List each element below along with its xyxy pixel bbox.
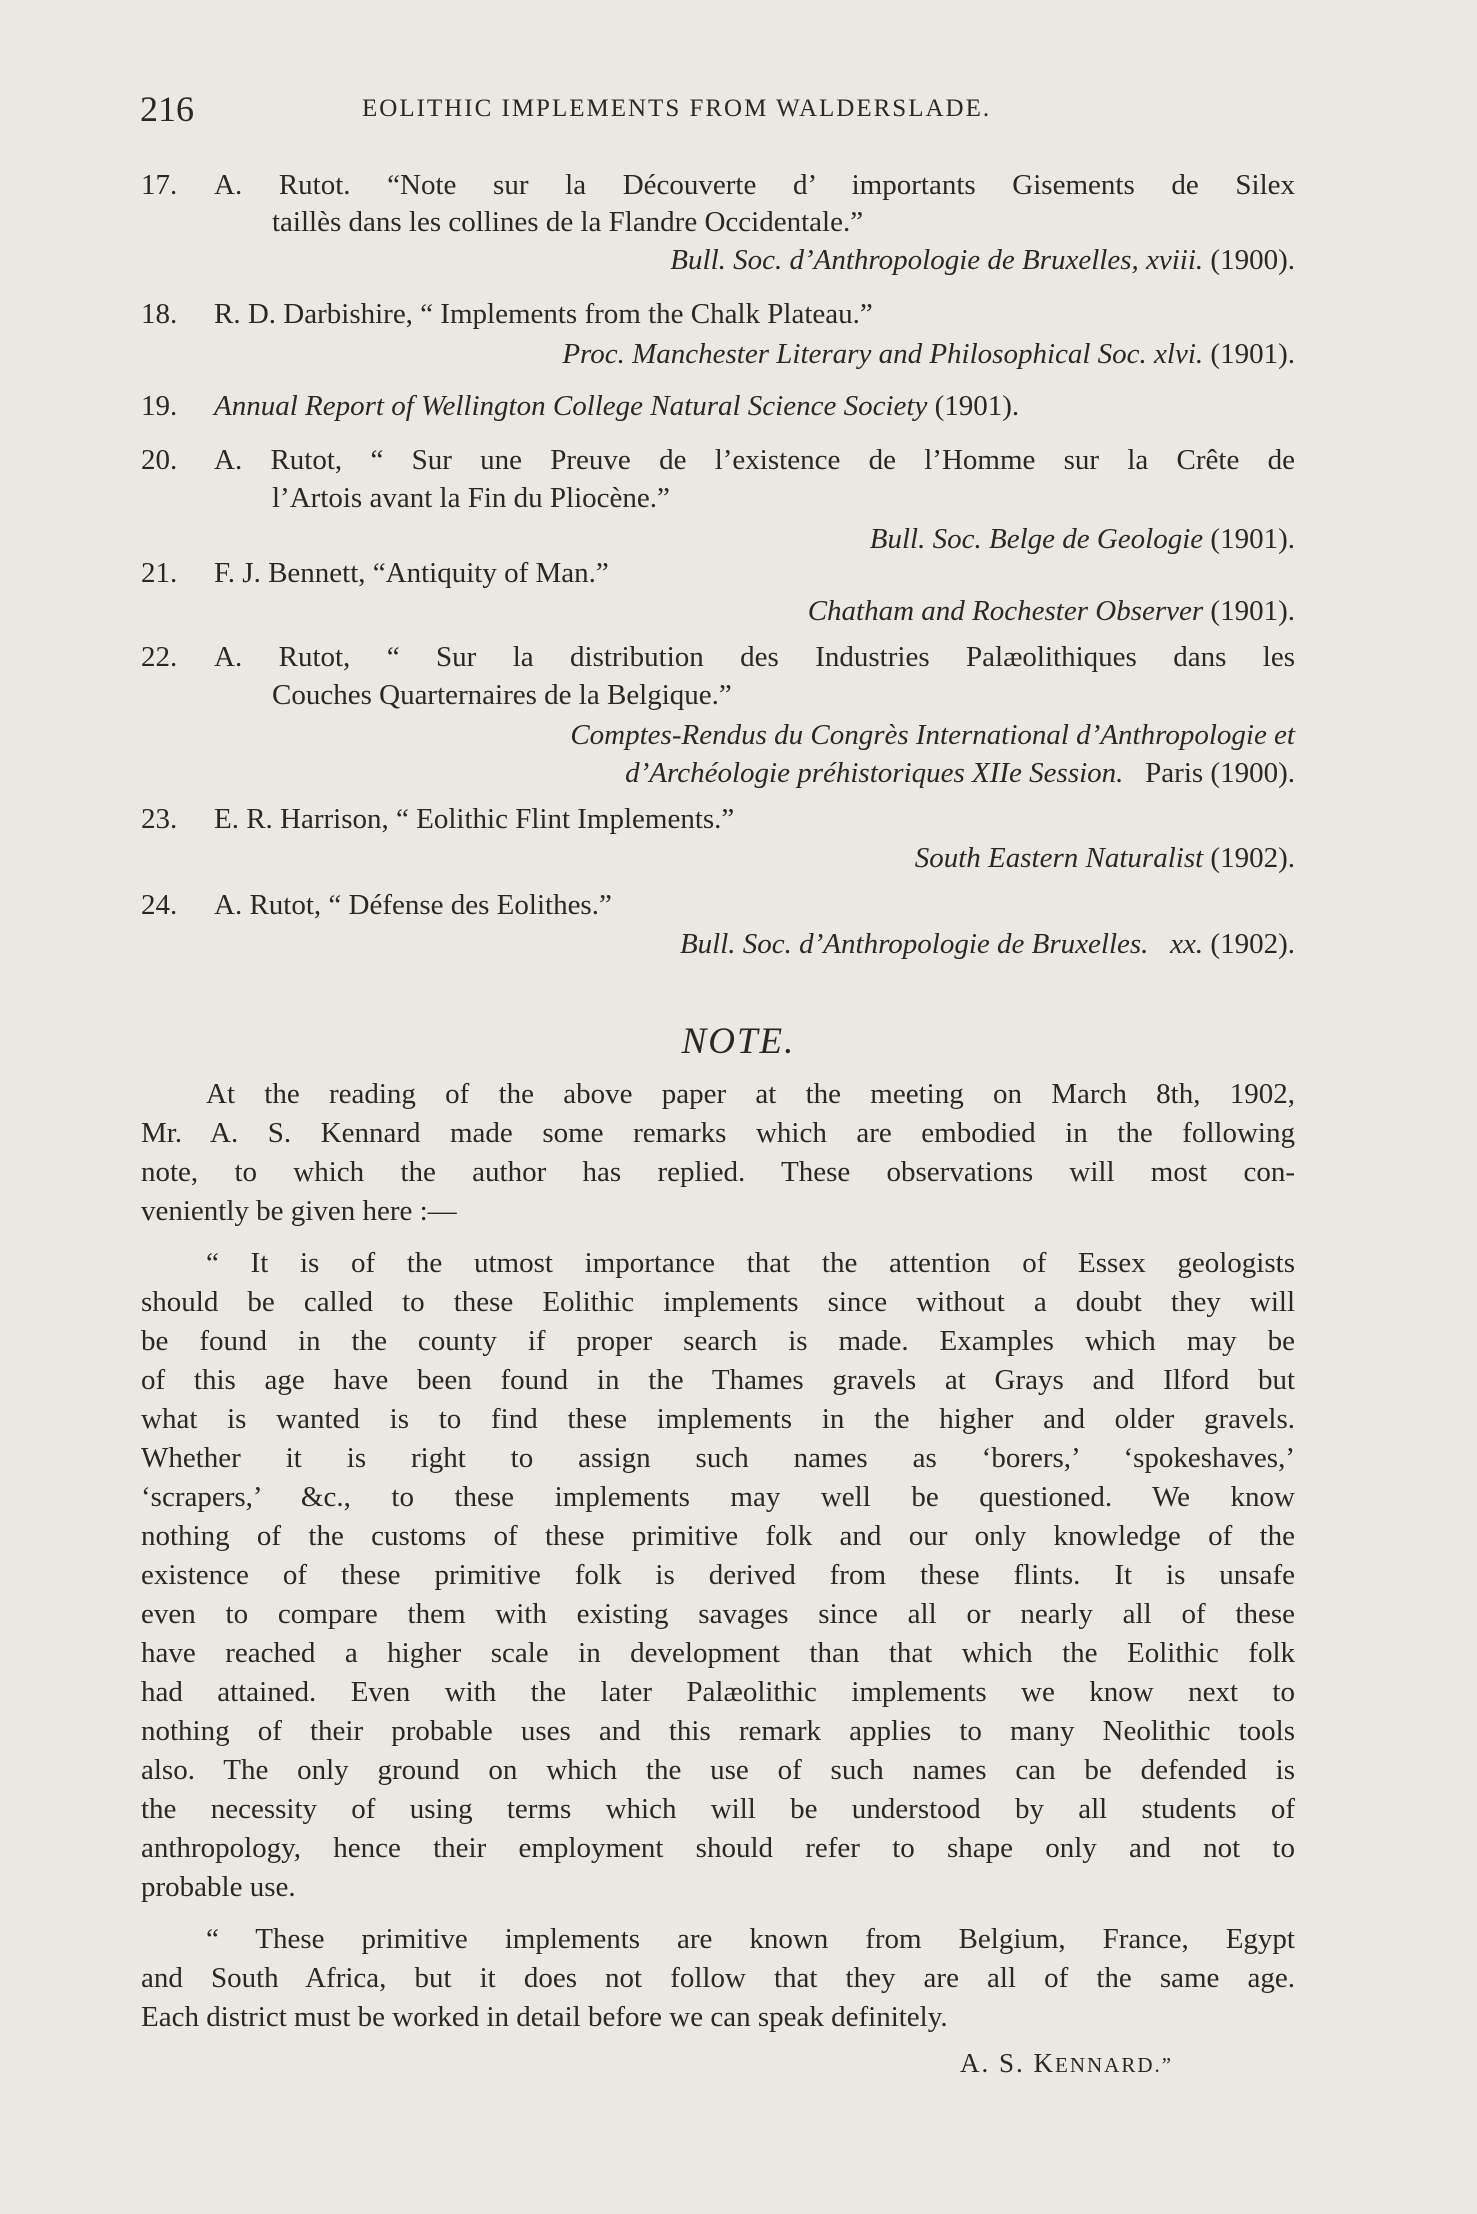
running-title: EOLITHIC IMPLEMENTS FROM WALDERSLADE.: [362, 95, 992, 122]
reference-number: 18.: [141, 298, 178, 330]
paragraph-line: even to compare them with existing savages since all or nearly all of these: [141, 1598, 1295, 1630]
paragraph-line: also. The only ground on which the use of such names can be defended is: [141, 1754, 1295, 1786]
reference-text: A. Rutot, “ Sur une Preuve de l’existence de l’Homme sur la Crête de: [214, 444, 1295, 476]
reference-number: 20.: [141, 444, 178, 476]
paragraph-line: Whether it is right to assign such names as ‘borers,’ ‘spokeshaves,’: [141, 1442, 1295, 1474]
signature: A. S. KENNARD.”: [960, 2048, 1174, 2078]
reference-source: Bull. Soc. d’Anthropologie de Bruxelles. xx. (1902).: [679, 928, 1295, 960]
reference-number: 23.: [141, 803, 178, 835]
reference-text: A. Rutot, “ Sur la distribution des Industries Palæolithiques dans les: [214, 641, 1295, 673]
reference-source: Proc. Manchester Literary and Philosophical Soc. xlvi. (1901).: [562, 338, 1295, 370]
reference-number: 22.: [141, 641, 178, 673]
reference-source: Bull. Soc. d’Anthropologie de Bruxelles, xviii. (1900).: [670, 244, 1295, 276]
running-head: [140, 88, 1300, 128]
paragraph-line: had attained. Even with the later Palæolithic implements we know next to: [141, 1676, 1295, 1708]
reference-text: A. Rutot, “ Défense des Eolithes.”: [214, 889, 612, 921]
reference-17: [141, 168, 1295, 202]
reference-source: Comptes-Rendus du Congrès International d’Anthropologie et: [570, 719, 1295, 751]
reference-number: 21.: [141, 557, 178, 589]
reference-number: 17.: [141, 169, 178, 201]
paragraph-line: ‘scrapers,’ &c., to these implements may well be questioned. We know: [141, 1481, 1295, 1513]
paragraph-line: nothing of the customs of these primitive folk and our only knowledge of the: [141, 1520, 1295, 1552]
paragraph-line: note, to which the author has replied. These observations will most con-: [141, 1156, 1295, 1188]
paragraph-line: the necessity of using terms which will be understood by all students of: [141, 1793, 1295, 1825]
reference-text: R. D. Darbishire, “ Implements from the Chalk Plateau.”: [214, 298, 873, 330]
reference-text-cont: Couches Quarternaires de la Belgique.”: [272, 679, 732, 711]
paragraph-line: “ These primitive implements are known from Belgium, France, Egypt: [206, 1923, 1295, 1955]
reference-text: F. J. Bennett, “Antiquity of Man.”: [214, 557, 609, 589]
reference-21: [141, 556, 609, 590]
reference-title: Annual Report of Wellington College Natural Science Society: [214, 390, 928, 422]
paragraph-line: nothing of their probable uses and this remark applies to many Neolithic tools: [141, 1715, 1295, 1747]
paragraph-line: At the reading of the above paper at the meeting on March 8th, 1902,: [206, 1078, 1295, 1110]
note-heading: NOTE.: [681, 1021, 796, 1062]
reference-source: Chatham and Rochester Observer (1901).: [807, 595, 1295, 627]
paragraph-line: “ It is of the utmost importance that the attention of Essex geologists: [206, 1247, 1295, 1279]
reference-source: South Eastern Naturalist (1902).: [914, 842, 1295, 874]
reference-18: [141, 297, 873, 331]
paragraph-line: have reached a higher scale in development than that which the Eolithic folk: [141, 1637, 1295, 1669]
paragraph-line: of this age have been found in the Thames gravels at Grays and Ilford but: [141, 1364, 1295, 1396]
paragraph-line: veniently be given here :—: [141, 1195, 457, 1227]
reference-23: [141, 802, 734, 836]
paragraph-line: existence of these primitive folk is derived from these flints. It is unsafe: [141, 1559, 1295, 1591]
paragraph-line: should be called to these Eolithic implements since without a doubt they will: [141, 1286, 1295, 1318]
reference-text-cont: l’Artois avant la Fin du Pliocène.”: [272, 482, 670, 514]
paragraph-line: what is wanted is to find these implements in the higher and older gravels.: [141, 1403, 1295, 1435]
reference-number: 24.: [141, 889, 178, 921]
paragraph-line: probable use.: [141, 1871, 296, 1903]
page-number: 216: [140, 89, 194, 129]
reference-number: 19.: [141, 390, 178, 422]
reference-22: [141, 640, 1295, 674]
paragraph-line: and South Africa, but it does not follow that they are all of the same age.: [141, 1962, 1295, 1994]
reference-24: [141, 888, 612, 922]
reference-text: A. Rutot. “Note sur la Découverte d’ importants Gisements de Silex: [214, 169, 1295, 201]
paragraph-line: Each district must be worked in detail before we can speak definitely.: [141, 2001, 948, 2033]
paragraph-line: anthropology, hence their employment should refer to shape only and not to: [141, 1832, 1295, 1864]
reference-20: [141, 443, 1295, 477]
paragraph-line: be found in the county if proper search is made. Examples which may be: [141, 1325, 1295, 1357]
reference-source: Bull. Soc. Belge de Geologie (1901).: [869, 523, 1295, 555]
reference-source-cont: d’Archéologie préhistoriques XIIe Session. Paris (1900).: [625, 757, 1295, 789]
reference-text: E. R. Harrison, “ Eolithic Flint Implements.”: [214, 803, 735, 835]
paragraph-line: Mr. A. S. Kennard made some remarks which are embodied in the following: [141, 1117, 1295, 1149]
reference-text-cont: taillès dans les collines de la Flandre Occidentale.”: [272, 206, 864, 238]
reference-19: 19. Annual Report of Wellington College Natural Science Society (1901).: [141, 390, 1020, 422]
